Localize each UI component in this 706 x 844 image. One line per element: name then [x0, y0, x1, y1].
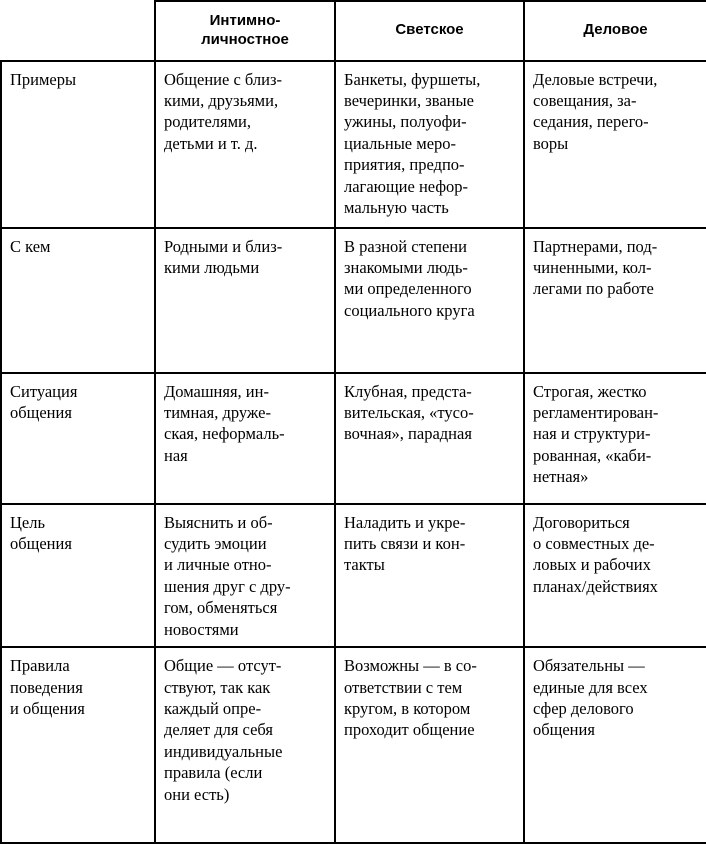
table-row	[1, 228, 706, 373]
row-label-situation	[1, 373, 155, 504]
cell-examples-intimate: Общение с близ- кими, друзьями, родителями, детьми и т. д.	[155, 61, 335, 228]
cell-examples-social: Банкеты, фуршеты, вечеринки, званые ужины, полуофи- циальные меро- приятия, предпо- лагающие нефор- мальную часть	[335, 61, 524, 228]
row-label-rules-line2: поведения	[10, 677, 83, 697]
cell-goal-intimate: Выяснить и об- судить эмоции и личные отно- шения друг с дру- гом, обменяться новостями	[155, 504, 335, 648]
row-label-situation-line2: общения	[10, 402, 72, 422]
cell-rules-intimate: Общие — отсут- ствуют, так как каждый опре- деляет для себя индивидуальные правила (если они есть)	[155, 647, 335, 843]
row-label-goal	[1, 504, 155, 648]
cell-situation-business: Строгая, жестко регламентирован- ная и структури- рованная, «каби- нетная»	[524, 373, 706, 504]
row-label-with-whom	[1, 228, 155, 373]
cell-situation-intimate: Домашняя, ин- тимная, друже- ская, неформаль- ная	[155, 373, 335, 504]
cell-with-whom-social: В разной степени знакомыми людь- ми определенного социального круга	[335, 228, 524, 373]
table-header-row	[1, 1, 706, 61]
column-header-social: Светское	[335, 1, 524, 61]
cell-rules-social: Возможны — в со- ответствии с тем кругом, в котором проходит общение	[335, 647, 524, 843]
table-row	[1, 61, 706, 228]
column-header-intimate-line1: Интимно-	[209, 12, 281, 29]
table-corner-cell	[1, 1, 155, 61]
row-label-rules-line3: и общения	[10, 699, 85, 718]
row-label-goal-line1: Цель	[10, 512, 45, 532]
row-label-situation-line1: Ситуация	[10, 381, 78, 401]
cell-situation-social: Клубная, предста- вительская, «тусо- вочная», парадная	[335, 373, 524, 504]
cell-with-whom-business: Партнерами, под- чиненными, кол- легами по работе	[524, 228, 706, 373]
row-label-goal-line2: общения	[10, 533, 72, 553]
row-label-examples-line1: Примеры	[10, 69, 77, 89]
row-label-examples	[1, 61, 155, 228]
cell-with-whom-intimate: Родными и близ- кими людьми	[155, 228, 335, 373]
cell-examples-business: Деловые встречи, совещания, за- седания, перего- воры	[524, 61, 706, 228]
table-row	[1, 373, 706, 504]
table-row	[1, 504, 706, 648]
column-header-intimate	[155, 1, 335, 61]
row-label-with-whom-line1: С кем	[10, 236, 51, 256]
table-row	[1, 647, 706, 843]
row-label-rules	[1, 647, 155, 843]
cell-goal-business: Договориться о совместных де- ловых и рабочих планах/действиях	[524, 504, 706, 648]
column-header-business: Деловое	[524, 1, 706, 61]
row-label-rules-line1: Правила	[10, 656, 70, 676]
cell-rules-business: Обязательны — единые для всех сфер делового общения	[524, 647, 706, 843]
cell-goal-social: Наладить и укре- пить связи и кон- такты	[335, 504, 524, 648]
column-header-intimate-line2: личностное	[201, 30, 289, 48]
